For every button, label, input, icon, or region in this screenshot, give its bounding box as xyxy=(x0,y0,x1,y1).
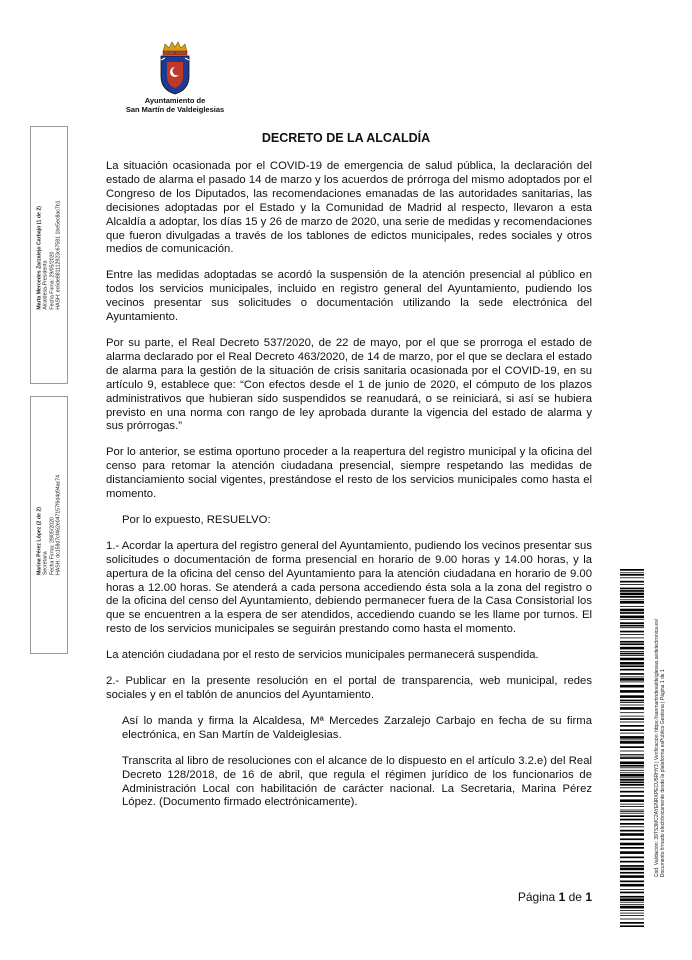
barcode-bar xyxy=(620,577,644,578)
barcode-bar xyxy=(620,741,644,744)
signature-1-name: Marta Mercedes Zarzalejo Carbajo (1 de 2) xyxy=(36,206,43,310)
barcode-bar xyxy=(620,609,644,612)
barcode-bar xyxy=(620,925,644,927)
signature-2-hash: HASH: dc158d7cf462e047157f6d4d94ac74 xyxy=(55,474,62,576)
barcode-bar xyxy=(620,772,644,773)
barcode-bar xyxy=(620,830,644,832)
barcode-bar xyxy=(620,716,644,717)
barcode-bar xyxy=(620,665,644,667)
barcode-bar xyxy=(620,653,644,655)
barcode-bar xyxy=(620,722,644,723)
barcode-bar xyxy=(620,913,644,914)
barcode-bar xyxy=(620,740,644,741)
barcode-bar xyxy=(620,826,644,827)
barcode-bar xyxy=(620,606,644,607)
barcode-bar xyxy=(620,616,644,619)
barcode-bar xyxy=(620,631,644,633)
barcode-bar xyxy=(620,634,644,635)
barcode-bar xyxy=(620,762,644,765)
paragraph-suspension: La atención ciudadana por el resto de servicios municipales permanecerá suspendida. xyxy=(106,649,539,662)
barcode-bar xyxy=(620,770,644,771)
barcode-bar xyxy=(620,702,644,703)
page-sep: de xyxy=(568,890,582,904)
barcode-bar xyxy=(620,813,644,814)
barcode-bar xyxy=(620,861,644,863)
barcode-bar xyxy=(620,904,644,905)
barcode-bar xyxy=(620,823,644,825)
page-number xyxy=(518,890,592,904)
barcode-bar xyxy=(620,599,644,600)
barcode-bar xyxy=(620,819,644,821)
verification-text xyxy=(650,569,670,927)
barcode-bar xyxy=(620,782,644,784)
barcode-bar xyxy=(620,843,644,846)
barcode-bar xyxy=(620,774,644,777)
barcode-bar xyxy=(620,857,644,859)
barcode-bar xyxy=(620,690,644,693)
barcode-bar xyxy=(620,695,644,698)
paragraph-transcription: Transcrita al libro de resoluciones con el alcance de lo dispuesto en el artículo 3.2.e) del Real Decreto 128/2018, de 16 de abril, que regula el régimen jurídico de los funcionarios de Administración Local con habilitación de carácter nacional. La Secretaria, Marina Pérez López. (Documento firmado electrónicamente). xyxy=(122,754,592,809)
barcode-bar xyxy=(620,678,644,681)
barcode-bar xyxy=(620,612,644,614)
barcode-bar xyxy=(620,625,644,627)
barcode-bar xyxy=(620,868,644,871)
signature-1-hash: HASH: ec6de881112923c67581 1be5ec8ac7b1 xyxy=(55,200,62,310)
page-label: Página xyxy=(517,890,556,904)
barcode-bar xyxy=(620,655,644,656)
barcode-bar xyxy=(620,919,644,920)
barcode-bar xyxy=(620,754,644,755)
barcode-bar xyxy=(620,872,644,874)
barcode-bar xyxy=(620,662,644,665)
barcode-bar xyxy=(620,736,644,739)
logo-line-1: Ayuntamiento de xyxy=(144,96,206,105)
page-title: DECRETO DE LA ALCALDÍA xyxy=(261,131,431,145)
page-current: 1 xyxy=(558,890,566,904)
barcode-bar xyxy=(620,892,644,894)
barcode-bar xyxy=(620,884,644,887)
barcode-bar xyxy=(620,593,644,596)
barcode-bar xyxy=(620,865,644,867)
barcode-bar xyxy=(620,622,644,624)
barcode-bar xyxy=(620,898,644,901)
signature-stamp-2 xyxy=(30,396,68,654)
barcode-bar xyxy=(620,596,644,598)
paragraph-resolution-1: 1.- Acordar la apertura del registro general del Ayuntamiento, pudiendo los vecinos presentar sus solicitudes o documentación de forma presencial en horario de 9.00 horas y 14.00 horas, y la apertura de la oficina del censo del Ayuntamiento para la atención ciudadana en horario de 9.00 horas a 12.00 horas. Se atenderá a cada persona accediendo ésta sola a la zona del registro o de la oficina del censo del Ayuntamiento, debiendo permanecer fuera de la Casa Consistorial los que se encuentren a la espera de ser atendidos, accediendo cuando se les llame por turnos. El resto de los servicios municipales se seguirán prestando como hasta el momento. xyxy=(106,539,592,636)
barcode-bar xyxy=(620,791,644,793)
barcode-bar xyxy=(620,677,644,678)
barcode-bar xyxy=(620,718,644,720)
barcode-bar xyxy=(620,784,644,786)
municipal-logo xyxy=(120,40,230,118)
barcode-bar xyxy=(620,572,644,573)
barcode-bar xyxy=(620,765,644,767)
barcode-bar xyxy=(620,627,644,628)
barcode-bar xyxy=(620,638,644,639)
signature-2-name: Marina Pérez López (2 de 2) xyxy=(36,507,43,576)
signature-2-role: Secretaria xyxy=(42,551,49,576)
barcode-bar xyxy=(620,590,644,592)
barcode-bar xyxy=(620,705,644,706)
barcode-bar xyxy=(620,922,644,924)
barcode-bar xyxy=(620,725,644,727)
barcode-bar xyxy=(620,906,644,909)
barcode-bar xyxy=(620,751,644,752)
barcode-bar xyxy=(620,889,644,890)
validation-barcode xyxy=(620,569,644,927)
barcode-bar xyxy=(620,707,644,710)
barcode-bar xyxy=(620,804,644,805)
barcode-bar xyxy=(620,795,644,797)
barcode-bar xyxy=(620,815,644,817)
paragraph-resuelvo: Por lo expuesto, RESUELVO: xyxy=(122,513,271,526)
document-body xyxy=(106,160,592,822)
barcode-bar xyxy=(620,588,644,590)
barcode-bar xyxy=(620,658,644,661)
barcode-bar xyxy=(620,746,644,748)
barcode-bar xyxy=(620,574,644,576)
barcode-bar xyxy=(620,779,644,781)
barcode-bar xyxy=(620,810,644,811)
barcode-bar xyxy=(620,851,644,854)
barcode-bar xyxy=(620,584,644,585)
barcode-bar xyxy=(620,875,644,878)
barcode-bar xyxy=(620,902,644,903)
barcode-bar xyxy=(620,806,644,807)
barcode-bar xyxy=(620,915,644,916)
paragraph-1: La situación ocasionada por el COVID-19 de emergencia de salud pública, la declaración del estado de alarma el pasado 14 de marzo y los acuerdos de prórroga del mismo adoptados por el Congreso de los Diputados, las recomendaciones emanadas de las autoridades sanitarias, las decisiones adoptadas por el Estado y la Comunidad de Madrid al respecto, llevaron a esta Alcaldía a adoptar, los días 15 y 26 de marzo de 2020, una serie de medidas y recomendaciones que fueron divulgadas a través de los tablones de edictos municipales, redes sociales y otros medios de comunicación. xyxy=(106,160,592,256)
barcode-bar xyxy=(620,669,644,671)
signature-1-role: Alcaldesa-Presidenta xyxy=(42,260,49,310)
paragraph-2: Entre las medidas adoptadas se acordó la suspensión de la atención presencial al público en todos los servicios municipales, incluido en registro general del Ayuntamiento, pudiendo los vecinos presentar sus solicitudes o documentación utilizando la sede electrónica del Ayuntamiento. xyxy=(106,269,592,324)
page-total: 1 xyxy=(585,890,592,904)
barcode-bar xyxy=(620,569,644,571)
logo-line-2: San Martín de Valdeiglesias xyxy=(125,105,225,114)
verification-line-2: Documento firmado electrónicamente desde la plataforma esPublico Gestiona | Página 1 de 1 xyxy=(660,669,666,878)
barcode-bar xyxy=(620,777,644,778)
barcode-bar xyxy=(620,833,644,836)
coat-of-arms-icon xyxy=(157,40,193,96)
barcode-bar xyxy=(620,767,644,768)
signature-stamp-1 xyxy=(30,126,68,384)
paragraph-3: Por su parte, el Real Decreto 537/2020, de 22 de mayo, por el que se prorroga el estado de alarma declarado por el Real Decreto 463/2020, de 14 de marzo, por el que se declara el estado de alarma para la gestión de la situación de crisis sanitaria ocasionada por el COVID-19, en su artículo 9, establece que: “Con efectos desde el 1 de junio de 2020, el cómputo de los plazos administrativos que hubieran sido suspendidos se reanudará, o se reiniciará, si así se hubiera previsto en una norma con rango de ley aprobada durante la vigencia del estado de alarma y sus prórrogas.” xyxy=(106,336,592,433)
barcode-bar xyxy=(620,787,644,788)
barcode-bar xyxy=(620,729,644,731)
paragraph-resolution-2: 2.- Publicar en la presente resolución en el portal de transparencia, web municipal, redes sociales y en el tablón de anuncios del Ayuntamiento. xyxy=(106,675,592,701)
barcode-bar xyxy=(620,619,644,620)
barcode-bar xyxy=(620,673,644,675)
barcode-bar xyxy=(620,651,644,652)
barcode-bar xyxy=(620,799,644,802)
barcode-bar xyxy=(620,643,644,645)
paragraph-4: Por lo anterior, se estima oportuno proceder a la reapertura del registro municipal y la oficina del censo para retomar la atención ciudadana presencial, siempre respetando las medidas de distanciamiento social vigentes, prestándose el resto de los servicios municipales como hasta el momento. xyxy=(106,446,592,501)
barcode-bar xyxy=(620,847,644,849)
barcode-bar xyxy=(620,685,644,688)
barcode-bar xyxy=(620,682,644,683)
barcode-bar xyxy=(620,641,644,643)
verification-line-1: Cód. Validación: 39TS3MC2AYENRXPECU5RHY3 | Verificación: https://sanmartindevaldeiglesias.sedelectronica.es/ xyxy=(654,618,660,878)
barcode-bar xyxy=(620,910,644,911)
barcode-bar xyxy=(620,881,644,883)
barcode-bar xyxy=(620,700,644,702)
barcode-bar xyxy=(620,896,644,898)
paragraph-signature: Así lo manda y firma la Alcaldesa, Mª Mercedes Zarzalejo Carbajo en fecha de su firma electrónica, en San Martín de Valdeiglesias. xyxy=(122,714,592,741)
barcode-bar xyxy=(620,811,644,812)
barcode-bar xyxy=(620,733,644,734)
signature-2-date: Fecha Firma: 29/05/2020 xyxy=(49,517,55,576)
barcode-bar xyxy=(620,756,644,757)
barcode-bar xyxy=(620,601,644,604)
barcode-bar xyxy=(620,581,644,583)
barcode-bar xyxy=(620,647,644,650)
barcode-bar xyxy=(620,712,644,713)
signature-1-date: Fecha Firma: 29/05/2020 xyxy=(49,251,55,310)
barcode-bar xyxy=(620,838,644,840)
barcode-bar xyxy=(620,757,644,759)
